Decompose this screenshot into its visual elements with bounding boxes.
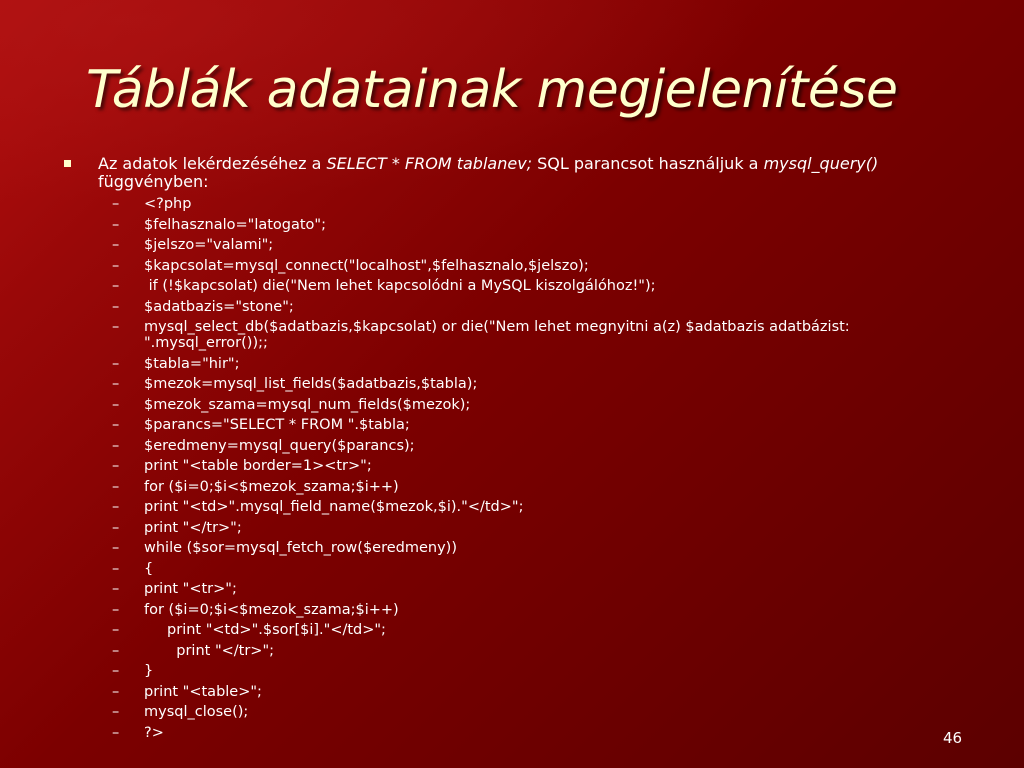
code-line [112, 458, 992, 474]
code-text: <?php [144, 196, 192, 212]
intro-text-part: SQL parancsot használjuk a [532, 154, 764, 173]
dash-bullet-icon: – [112, 278, 120, 294]
code-line [112, 602, 992, 618]
dash-bullet-icon: – [112, 417, 120, 433]
code-line [112, 319, 904, 351]
code-line [112, 479, 992, 495]
code-line [112, 397, 992, 413]
code-text: print "</tr>"; [144, 519, 242, 536]
dash-bullet-icon: – [112, 704, 120, 720]
code-line [112, 438, 992, 454]
code-text: for ($i=0;$i<$mezok_szama;$i++) [144, 601, 399, 618]
code-line [112, 258, 992, 274]
dash-bullet-icon: – [112, 216, 120, 233]
code-line [112, 663, 992, 679]
code-text: print "</tr>"; [144, 642, 274, 659]
code-text: $mezok=mysql_list_fields($adatbazis,$tabla); [144, 376, 478, 392]
code-line [112, 356, 992, 372]
code-text: $adatbazis="stone"; [144, 298, 294, 315]
code-text: { [144, 560, 154, 577]
code-text: print "<td>".mysql_field_name($mezok,$i)."</td>"; [144, 499, 524, 515]
code-line [112, 299, 992, 315]
slide-title: Táblák adatainak megjelenítése [86, 60, 898, 120]
select-statement: SELECT * FROM tablanev; [326, 154, 533, 173]
dash-bullet-icon: – [112, 196, 120, 212]
code-text: print "<table>"; [144, 683, 262, 700]
dash-bullet-icon: – [112, 581, 120, 597]
dash-bullet-icon: – [112, 622, 120, 638]
function-name: mysql_query() [763, 154, 879, 173]
page-number: 46 [943, 729, 963, 747]
code-text: $jelszo="valami"; [144, 237, 274, 253]
code-text: $eredmeny=mysql_query($parancs); [144, 437, 415, 454]
code-line [112, 704, 992, 720]
dash-bullet-icon: – [112, 396, 120, 413]
code-line [112, 622, 992, 638]
code-line [112, 237, 992, 253]
code-line [112, 561, 992, 577]
dash-bullet-icon: – [112, 724, 120, 741]
code-line [112, 643, 992, 659]
dash-bullet-icon: – [112, 540, 120, 556]
dash-bullet-icon: – [112, 601, 120, 618]
dash-bullet-icon: – [112, 355, 120, 372]
intro-text-part: függvényben: [98, 172, 209, 191]
code-line [112, 278, 992, 294]
code-text: ?> [144, 724, 164, 741]
intro-text-part: Az adatok lekérdezéséhez a [98, 154, 327, 173]
code-line [112, 581, 992, 597]
dash-bullet-icon: – [112, 298, 120, 315]
code-line [112, 520, 992, 536]
dash-bullet-icon: – [112, 560, 120, 577]
code-line [112, 217, 992, 233]
code-text: $felhasznalo="latogato"; [144, 216, 326, 233]
code-text: mysql_close(); [144, 704, 249, 720]
code-text: while ($sor=mysql_fetch_row($eredmeny)) [144, 540, 457, 556]
code-text: mysql_select_db($adatbazis,$kapcsolat) or die("Nem lehet megnyitni a(z) $adatbazis adatbázist: ".mysql_error());; [144, 319, 855, 351]
code-text: $tabla="hir"; [144, 355, 240, 372]
code-text: $kapcsolat=mysql_connect("localhost",$felhasznalo,$jelszo); [144, 257, 589, 274]
dash-bullet-icon: – [112, 237, 120, 253]
code-text: for ($i=0;$i<$mezok_szama;$i++) [144, 478, 399, 495]
dash-bullet-icon: – [112, 376, 120, 392]
code-list [112, 196, 992, 745]
dash-bullet-icon: – [112, 519, 120, 536]
code-text: if (!$kapcsolat) die("Nem lehet kapcsolódni a MySQL kiszolgálóhoz!"); [144, 278, 656, 294]
dash-bullet-icon: – [112, 478, 120, 495]
code-text: print "<table border=1><tr>"; [144, 458, 372, 474]
square-bullet-icon [64, 160, 71, 167]
code-line [112, 417, 992, 433]
code-text: } [144, 663, 154, 679]
code-line [112, 725, 992, 741]
dash-bullet-icon: – [112, 642, 120, 659]
code-line [112, 376, 992, 392]
dash-bullet-icon: – [112, 499, 120, 515]
dash-bullet-icon: – [112, 683, 120, 700]
code-line [112, 196, 992, 212]
code-text: print "<td>".$sor[$i]."</td>"; [144, 622, 386, 638]
dash-bullet-icon: – [112, 663, 120, 679]
code-text: print "<tr>"; [144, 581, 237, 597]
intro-text [98, 155, 964, 191]
code-text: $mezok_szama=mysql_num_fields($mezok); [144, 396, 471, 413]
code-line [112, 684, 992, 700]
intro-bullet [64, 155, 964, 191]
code-text: $parancs="SELECT * FROM ".$tabla; [144, 417, 410, 433]
code-line [112, 540, 992, 556]
dash-bullet-icon: – [112, 319, 120, 335]
code-line [112, 499, 992, 515]
dash-bullet-icon: – [112, 257, 120, 274]
dash-bullet-icon: – [112, 458, 120, 474]
dash-bullet-icon: – [112, 437, 120, 454]
